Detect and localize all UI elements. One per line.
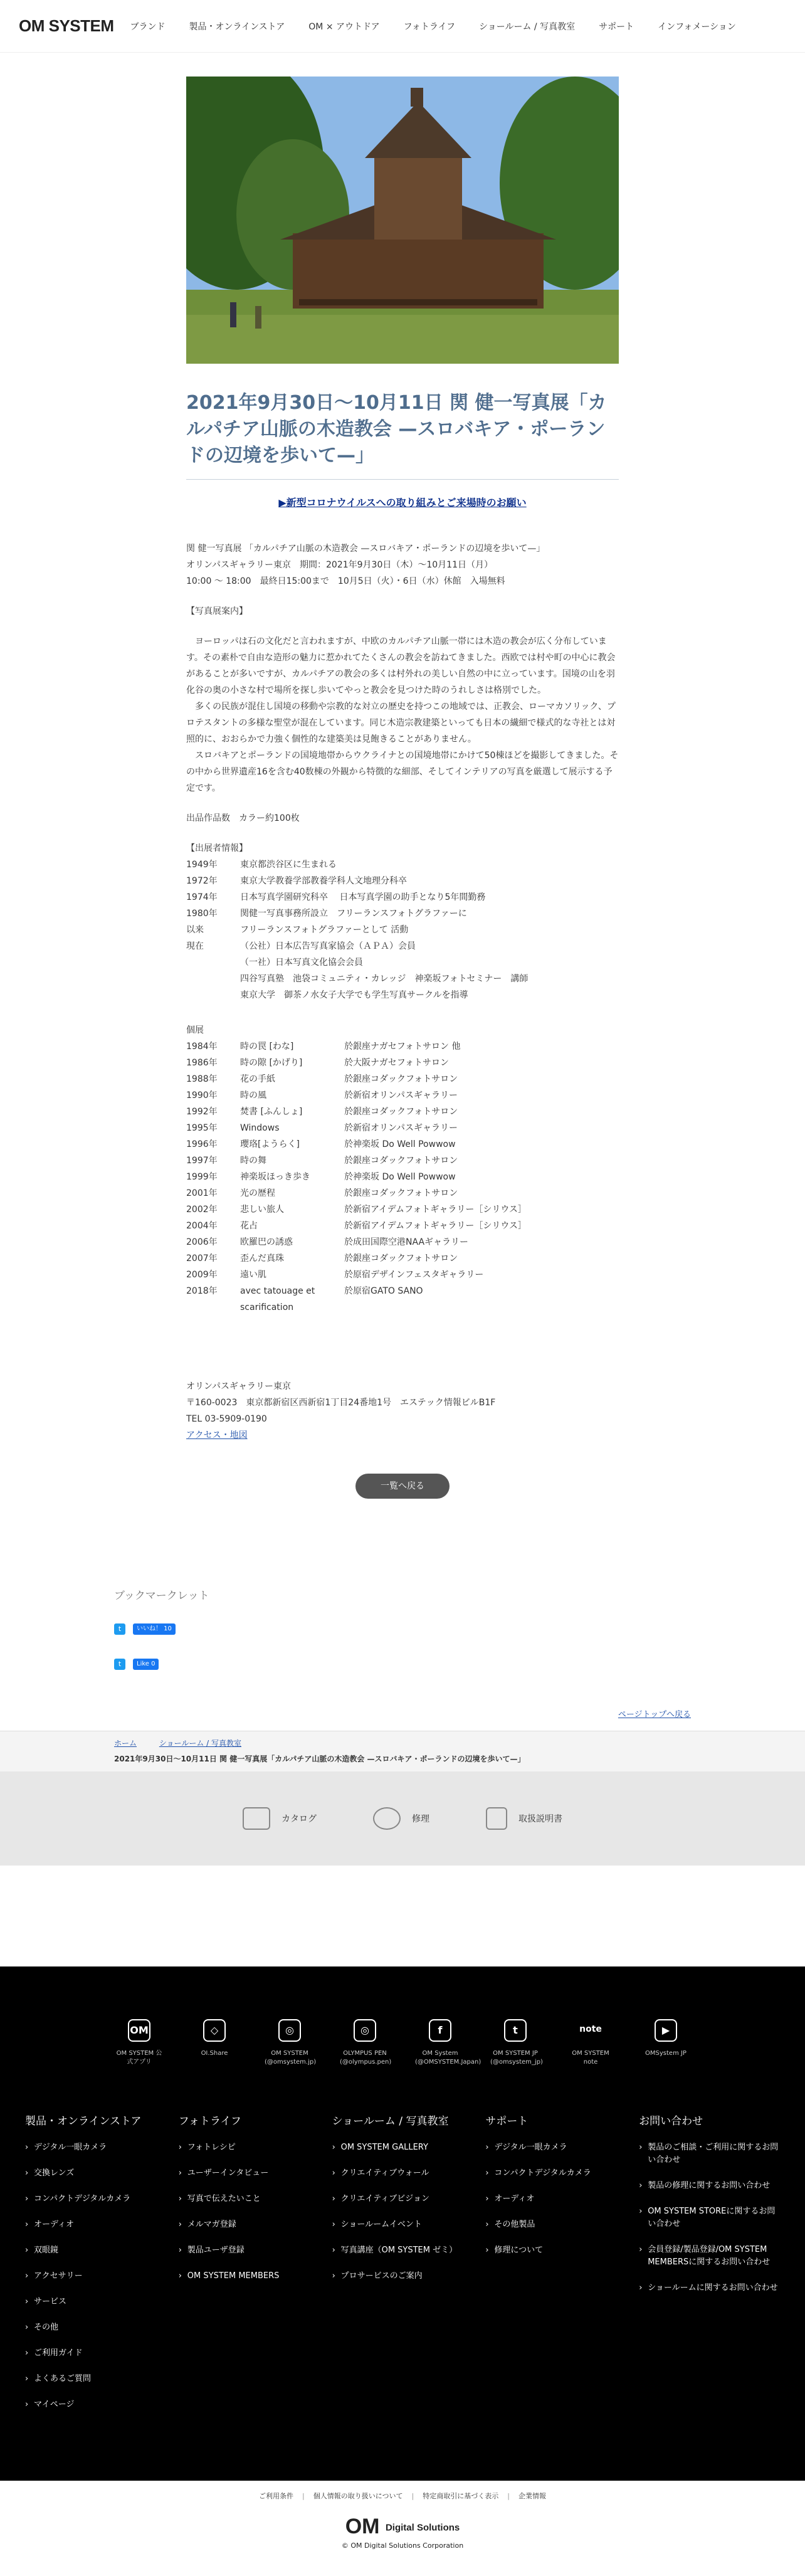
profile-text: （一社）日本写真文化協会会員	[240, 958, 363, 968]
manual-icon	[486, 1807, 507, 1830]
nav-outdoor[interactable]: OM × アウトドア	[308, 21, 380, 32]
exhibit-venue: 於銀座コダックフォトサロン	[344, 1254, 458, 1264]
social-facebook[interactable]	[415, 2019, 481, 2067]
profile-year	[186, 971, 240, 987]
note-icon: note	[579, 2024, 602, 2034]
exhibit-year: 1996年	[186, 1139, 218, 1149]
footer-link[interactable]: › マイページ	[25, 2399, 166, 2411]
exhibit-title: 時の風	[240, 1090, 266, 1101]
nav-support[interactable]: サポート	[599, 21, 634, 32]
profile-row	[186, 889, 619, 905]
footer-link[interactable]: › 写真講座（OM SYSTEM ゼミ）	[332, 2244, 473, 2257]
facebook-icon: f	[429, 2019, 451, 2042]
footer-col-title: サポート	[485, 2115, 529, 2128]
footer-link[interactable]: › デジタル一眼カメラ	[485, 2141, 626, 2154]
profile-row	[186, 905, 619, 922]
footer-col-contact	[639, 2112, 780, 2424]
footer-link[interactable]: › サービス	[25, 2296, 166, 2308]
social-label: OM SYSTEM note	[572, 2050, 609, 2066]
exhibit-title: Windows	[240, 1123, 280, 1133]
footer-link[interactable]: › オーディオ	[485, 2193, 626, 2205]
venue-address: 〒160-0023 東京都新宿区西新宿1丁目24番地1号 エステック情報ビルB1F	[186, 1398, 496, 1408]
page-top-link[interactable]: ページトップへ戻る	[618, 1710, 691, 1719]
profile-year: 現在	[186, 941, 204, 951]
footer-col-title: ショールーム / 写真教室	[332, 2115, 449, 2128]
footer-link[interactable]: › クリエイティブウォール	[332, 2167, 473, 2180]
exhibit-year: 1992年	[186, 1107, 218, 1117]
social-label: OM System (@OMSYSTEM.Japan)	[415, 2050, 481, 2066]
footer-link[interactable]: › メルマガ登録	[179, 2219, 320, 2231]
exhibit-year: 1990年	[186, 1090, 218, 1101]
footer-link[interactable]: › ショールームに関するお問い合わせ	[639, 2282, 780, 2294]
exhibit-list	[186, 1022, 619, 1316]
profile-text: （公社）日本広告写真家協会（ＡＰＡ）会員	[240, 941, 416, 951]
exhibit-title: 遠い肌	[240, 1270, 266, 1280]
legal-link[interactable]: 特定商取引に基づく表示 |	[423, 2491, 510, 2501]
social-label: OLYMPUS PEN (@olympus.pen)	[340, 2050, 392, 2066]
oishare-icon: ◇	[203, 2019, 226, 2042]
footer-link[interactable]: › よくあるご質問	[25, 2373, 166, 2385]
social-omsystem-app[interactable]	[114, 2019, 164, 2067]
access-map-link[interactable]: アクセス・地図	[186, 1430, 248, 1440]
exhibit-venue: 於成田国際空港NAAギャラリー	[344, 1237, 469, 1247]
profile-text: フリーランスフォトグラファーとして 活動	[240, 925, 409, 935]
footer-link[interactable]: › 写真で伝えたいこと	[179, 2193, 320, 2205]
venue-tel: TEL 03-5909-0190	[186, 1414, 267, 1424]
footer-columns	[0, 2067, 805, 2424]
exhibit-title: 光の歴程	[240, 1188, 275, 1198]
exhibit-year: 1984年	[186, 1042, 218, 1052]
exhibit-venue: 於新宿アイデムフォトギャラリー［シリウス］	[344, 1221, 527, 1231]
exhibit-row	[186, 1185, 619, 1201]
exhibit-row	[186, 1038, 619, 1055]
footer-col-showroom	[332, 2112, 473, 2424]
nav-products[interactable]: 製品・オンラインストア	[189, 21, 285, 32]
profile-list	[186, 840, 619, 1003]
social-label: OM SYSTEM JP (@omsystem_jp)	[490, 2050, 543, 2066]
nav-brand[interactable]: ブランド	[130, 21, 166, 32]
site-footer	[0, 1966, 805, 2481]
nav-showroom[interactable]: ショールーム / 写真教室	[479, 21, 576, 32]
wooden-church-photo	[186, 77, 619, 364]
profile-year: 1980年	[186, 909, 218, 919]
intro-line: オリンパスギャラリー東京 期間：2021年9月30日（木）〜10月11日（月）	[186, 560, 493, 570]
exhibit-venue: 於銀座コダックフォトサロン	[344, 1188, 458, 1198]
exhibit-heading: 個展	[186, 1025, 204, 1035]
exhibit-row	[186, 1104, 619, 1120]
profile-text: 関健一写真事務所設立 フリーランスフォトグラファーに	[240, 909, 467, 919]
exhibit-venue: 於原宿デザインフェスタギャラリー	[344, 1270, 484, 1280]
exhibit-year: 2002年	[186, 1205, 218, 1215]
exhibit-year: 2006年	[186, 1237, 218, 1247]
exhibit-year: 2001年	[186, 1188, 218, 1198]
breadcrumb-section[interactable]: ショールーム / 写真教室	[159, 1739, 242, 1748]
exhibit-title: 時の隙 [かげり]	[240, 1058, 303, 1068]
exhibit-row	[186, 1136, 619, 1153]
intro-line: 関 健一写真展 「カルパチア山脈の木造教会 —スロバキア・ポーランドの辺境を歩いて—」	[186, 544, 545, 554]
exhibit-year: 1995年	[186, 1123, 218, 1133]
social-twitter[interactable]	[490, 2019, 543, 2067]
profile-row	[186, 954, 619, 971]
footer-link[interactable]: › プロサービスのご案内	[332, 2270, 473, 2283]
exhibit-title: 時の罠 [わな]	[240, 1042, 294, 1052]
footer-link[interactable]: › 修理について	[485, 2244, 626, 2257]
footer-link[interactable]: › ショールームイベント	[332, 2219, 473, 2231]
hero-photo	[186, 77, 619, 364]
social-label: OM SYSTEM (@omsystem.jp)	[265, 2050, 317, 2066]
footer-link[interactable]: › 会員登録/製品登録/OM SYSTEM MEMBERSに関するお問い合わせ	[639, 2244, 780, 2269]
footer-link[interactable]: › OM SYSTEM GALLERY	[332, 2141, 473, 2154]
profile-year: 1974年	[186, 892, 218, 902]
profile-year	[186, 954, 240, 971]
exhibit-year: 1997年	[186, 1156, 218, 1166]
profile-row	[186, 922, 619, 938]
exhibit-title: 焚書 [ふんしょ]	[240, 1107, 303, 1117]
profile-row	[186, 857, 619, 873]
instagram-icon: ◎	[354, 2019, 376, 2042]
om-system-logo[interactable]: OM SYSTEM	[19, 16, 114, 35]
profile-row	[186, 938, 619, 954]
footer-link[interactable]: › デジタル一眼カメラ	[25, 2141, 166, 2154]
manual-link[interactable]	[486, 1807, 562, 1830]
exhibit-year: 2009年	[186, 1270, 218, 1280]
exhibit-title: 神楽坂ほっき歩き	[240, 1172, 310, 1182]
profile-year	[186, 987, 240, 1003]
exhibit-title: 歪んだ真珠	[240, 1254, 284, 1264]
exhibit-year: 2018年	[186, 1286, 218, 1296]
content-paragraph: スロバキアとポーランドの国境地帯からウクライナとの国境地帯にかけて50棟ほどを撮影してきました。その中から世界遺産16を含む40数棟の外観から特徴的な細部、そしてインテリアの写真を厳選して展示する予定です。	[186, 751, 619, 793]
profile-text: 四谷写真塾 池袋コミュニティ・カレッジ 神楽坂フォトセミナー 講師	[240, 974, 529, 984]
footer-link[interactable]: › コンパクトデジタルカメラ	[25, 2193, 166, 2205]
main-nav	[130, 20, 736, 33]
back-to-list-button[interactable]: 一覧へ戻る	[355, 1474, 450, 1499]
twitter-share-icon[interactable]: t	[114, 1623, 125, 1635]
twitter-share-icon[interactable]: t	[114, 1659, 125, 1670]
covid-notice-link[interactable]: ▶新型コロナウイルスへの取り組みとご来場時のお願い	[278, 497, 527, 509]
exhibit-year: 1986年	[186, 1058, 218, 1068]
exhibit-venue: 於新宿アイデムフォトギャラリー［シリウス］	[344, 1205, 527, 1215]
footer-link[interactable]: › コンパクトデジタルカメラ	[485, 2167, 626, 2180]
youtube-icon: ▶	[655, 2019, 677, 2042]
exhibit-row	[186, 1267, 619, 1283]
profile-year: 1949年	[186, 860, 218, 870]
exhibit-title: 瓔珞[ようらく]	[240, 1139, 300, 1149]
logo-sub: Digital Solutions	[385, 2522, 460, 2533]
social-instagram-omsystem[interactable]	[265, 2019, 315, 2067]
profile-year: 以来	[186, 925, 204, 935]
legal-link[interactable]: ご利用条件 |	[259, 2491, 305, 2501]
footer-link[interactable]: › ユーザーインタビュー	[179, 2167, 320, 2180]
profile-row	[186, 873, 619, 889]
exhibit-title: avec tatouage et scarification	[240, 1286, 315, 1312]
profile-text: 東京大学教養学部教養学科人文地理分科卒	[240, 876, 407, 886]
footer-link[interactable]: › その他	[25, 2321, 166, 2334]
exhibit-row	[186, 1201, 619, 1218]
breadcrumb	[0, 1731, 805, 1771]
exhibit-row	[186, 1234, 619, 1250]
copyright: © OM Digital Solutions Corporation	[341, 2542, 464, 2550]
exhibit-title: 花の手紙	[240, 1074, 275, 1084]
social-label: OM SYSTEM 公式アプリ	[116, 2050, 162, 2066]
manual-label: 取扱説明書	[518, 1814, 562, 1824]
footer-link[interactable]: › OM SYSTEM STOREに関するお問い合わせ	[639, 2205, 780, 2230]
exhibit-title: 時の舞	[240, 1156, 266, 1166]
footer-link[interactable]: › 製品の修理に関するお問い合わせ	[639, 2180, 780, 2192]
repair-link[interactable]	[373, 1807, 429, 1830]
footer-col-support	[485, 2112, 626, 2424]
exhibit-year: 2007年	[186, 1254, 218, 1264]
profile-row	[186, 971, 619, 987]
catalog-icon	[243, 1807, 270, 1830]
exhibit-row	[186, 1071, 619, 1087]
exhibit-venue: 於銀座コダックフォトサロン	[344, 1074, 458, 1084]
facebook-like-button[interactable]: いいね！ 10	[133, 1623, 176, 1635]
legal-links	[0, 2491, 805, 2501]
footer-col-products	[25, 2112, 166, 2424]
page-title: 2021年9月30日〜10月11日 関 健一写真展「カルパチア山脈の木造教会 —スロバキア・ポーランドの辺境を歩いて—」	[186, 390, 619, 480]
profile-text: 東京都渋谷区に生まれる	[240, 860, 337, 870]
exhibit-venue: 於銀座コダックフォトサロン	[344, 1107, 458, 1117]
venue-info	[186, 1378, 619, 1444]
exhibit-year: 1999年	[186, 1172, 218, 1182]
exhibit-row	[186, 1120, 619, 1136]
content-heading: 【写真展案内】	[186, 606, 248, 616]
exhibit-venue: 於銀座ナガセフォトサロン 他	[344, 1042, 461, 1052]
exhibit-title: 花占	[240, 1221, 258, 1231]
nav-information[interactable]: インフォメーション	[658, 21, 736, 32]
social-youtube[interactable]	[641, 2019, 691, 2067]
social-oishare[interactable]	[189, 2019, 239, 2067]
venue-name: オリンパスギャラリー東京	[186, 1381, 292, 1391]
bookmarklet	[114, 1586, 691, 1719]
footer-link[interactable]: › その他製品	[485, 2219, 626, 2231]
footer-col-title: 製品・オンラインストア	[25, 2115, 142, 2128]
footer-link[interactable]: › オーディオ	[25, 2219, 166, 2231]
footer-link[interactable]: › ご利用ガイド	[25, 2347, 166, 2360]
social-links	[0, 1966, 805, 2067]
instagram-icon: ◎	[278, 2019, 301, 2042]
facebook-like-button[interactable]: Like 0	[133, 1659, 159, 1670]
footer-link[interactable]: › クリエイティブビジョン	[332, 2193, 473, 2205]
catalog-label: カタログ	[281, 1814, 317, 1824]
repair-label: 修理	[412, 1814, 429, 1824]
exhibit-row	[186, 1218, 619, 1234]
om-digital-solutions-logo[interactable]	[0, 2515, 805, 2539]
logo-mark: OM	[345, 2515, 380, 2538]
exhibit-row	[186, 1250, 619, 1267]
exhibit-year: 2004年	[186, 1221, 218, 1231]
exhibit-title: 悲しい旅人	[240, 1205, 284, 1215]
exhibit-venue: 於新宿オリンパスギャラリー	[344, 1090, 458, 1101]
site-header	[0, 0, 805, 53]
exhibit-venue: 於新宿オリンパスギャラリー	[344, 1123, 458, 1133]
exhibit-title: 欧羅巴の誘惑	[240, 1237, 293, 1247]
exhibit-row	[186, 1087, 619, 1104]
profile-year: 1972年	[186, 876, 218, 886]
twitter-icon: t	[504, 2019, 527, 2042]
exhibit-venue: 於神楽坂 Do Well Powwow	[344, 1172, 456, 1182]
exhibit-year: 1988年	[186, 1074, 218, 1084]
exhibit-venue: 於神楽坂 Do Well Powwow	[344, 1139, 456, 1149]
footer-link[interactable]: › 製品のご相談・ご利用に関するお問い合わせ	[639, 2141, 780, 2167]
social-note[interactable]	[566, 2019, 616, 2067]
content-block	[186, 603, 619, 796]
exhibit-row	[186, 1055, 619, 1071]
exhibit-row	[186, 1153, 619, 1169]
nav-photolife[interactable]: フォトライフ	[403, 21, 456, 32]
social-label: OMSystem JP	[645, 2050, 687, 2057]
social-label: OI.Share	[201, 2050, 228, 2057]
wrench-icon	[373, 1807, 401, 1830]
footer-link[interactable]: › OM SYSTEM MEMBERS	[179, 2270, 320, 2283]
support-links-bar	[0, 1771, 805, 1866]
exhibit-venue: 於原宿GATO SANO	[344, 1286, 423, 1296]
footer-col-photolife	[179, 2112, 320, 2424]
breadcrumb-current: 2021年9月30日〜10月11日 関 健一写真展「カルパチア山脈の木造教会 —スロバキア・ポーランドの辺境を歩いて—」	[114, 1755, 525, 1763]
bookmarklet-title: ブックマークレット	[114, 1590, 209, 1602]
footer-col-title: お問い合わせ	[639, 2115, 703, 2128]
exhibit-row	[186, 1169, 619, 1185]
content-paragraph: ヨーロッパは石の文化だと言われますが、中欧のカルパチア山脈一帯には木造の教会が広く分布しています。その素朴で自由な造形の魅力に惹かれてたくさんの教会を訪ねてきました。西欧では村や町の中心に教会があることが多いですが、カルパチアの教会の多くは村外れの美しい自然の中に立っています。国境の山を羽化谷の奥の小さな村で場所を探し歩いてやっと教会を見つけた時のうれしさは格別でした。	[186, 636, 616, 695]
footer-link[interactable]: › 製品ユーザ登録	[179, 2244, 320, 2257]
content-paragraph: 多くの民族が混住し国境の移動や宗教的な対立の歴史を持つこの地域では、正教会、ローマカソリック、プロテスタントの多様な聖堂が混在しています。同じ木造宗教建築といっても日本の繊細で様式的な寺社とは対照的に、おおらかで力強く個性的な建築美は見飽きることがありません。	[186, 702, 616, 744]
exhibit-venue: 於銀座コダックフォトサロン	[344, 1156, 458, 1166]
intro-block	[186, 541, 619, 589]
legal-link[interactable]: 企業情報	[518, 2492, 546, 2500]
profile-row	[186, 987, 619, 1003]
profile-heading: 【出展者情報】	[186, 843, 248, 853]
share-row	[114, 1623, 691, 1635]
intro-line: 10:00 〜 18:00 最終日15:00まで 10月5日（火）・6日（水）休館 入場無料	[186, 576, 505, 586]
works-count: 出品作品数 カラー約100枚	[186, 813, 300, 823]
profile-text: 東京大学 御茶ノ水女子大学でも学生写真サークルを指導	[240, 990, 468, 1000]
exhibit-row	[186, 1283, 619, 1316]
profile-text: 日本写真学園研究科卒 日本写真学園の助手となり5年間勤務	[240, 892, 486, 902]
legal-link[interactable]: 個人情報の取り扱いについて |	[313, 2491, 414, 2501]
share-row	[114, 1659, 691, 1670]
exhibit-venue: 於大阪ナガセフォトサロン	[344, 1058, 450, 1068]
footer-link[interactable]: › 交換レンズ	[25, 2167, 166, 2180]
footer-link[interactable]: › アクセサリー	[25, 2270, 166, 2283]
om-app-icon: OM	[128, 2019, 150, 2042]
bottom-bar	[0, 2481, 805, 2576]
footer-link[interactable]: › 双眼鏡	[25, 2244, 166, 2257]
footer-link[interactable]: › フォトレシピ	[179, 2141, 320, 2154]
footer-col-title: フォトライフ	[178, 2115, 241, 2128]
catalog-link[interactable]	[243, 1807, 317, 1830]
social-instagram-pen[interactable]	[340, 2019, 390, 2067]
breadcrumb-home[interactable]: ホーム	[114, 1739, 137, 1748]
article	[186, 77, 619, 1499]
